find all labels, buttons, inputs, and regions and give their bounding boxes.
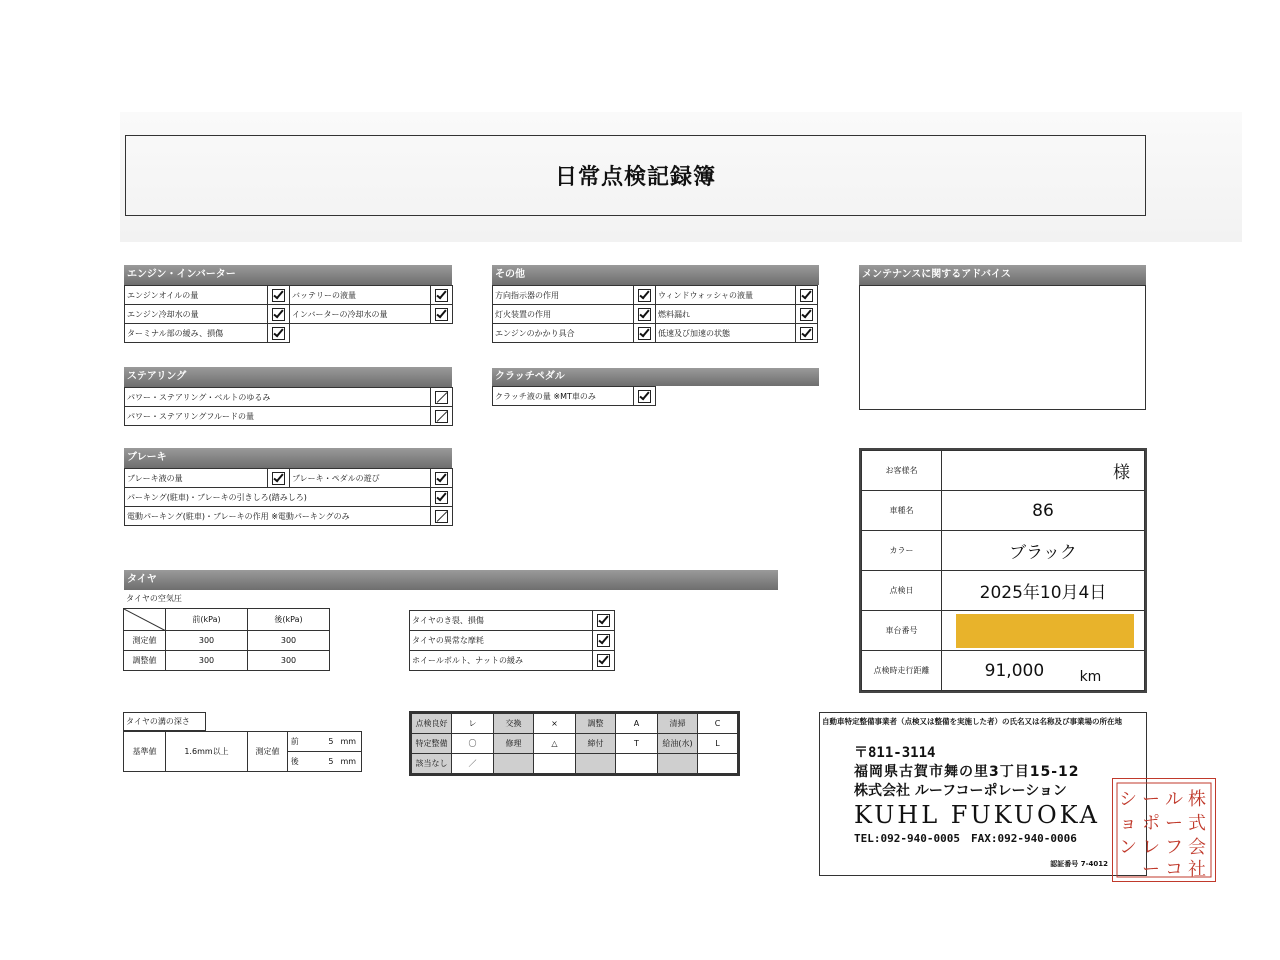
corner-cell: [124, 609, 166, 631]
checkbox[interactable]: [431, 469, 453, 488]
checkbox[interactable]: [796, 324, 818, 343]
legend-symbol: △: [534, 734, 576, 754]
tire-pressure-label: タイヤの空気圧: [126, 594, 182, 603]
other-item: エンジンのかかり具合: [493, 324, 634, 343]
legend-symbol: レ: [452, 714, 494, 734]
model-value[interactable]: 86: [942, 491, 1145, 531]
other-item: 低速及び加速の状態: [656, 324, 796, 343]
measured-front[interactable]: 300: [166, 631, 248, 651]
checkbox[interactable]: [268, 286, 290, 305]
check-icon: [272, 308, 285, 321]
svg-text:ポ: ポ: [1142, 813, 1160, 834]
legend-label: 締付: [576, 734, 616, 754]
other-section: [492, 265, 819, 343]
diagonal-line-icon: [124, 609, 166, 631]
vin-value[interactable]: [942, 611, 1145, 651]
check-icon: [800, 289, 813, 302]
checkbox[interactable]: [431, 488, 453, 507]
svg-text:コ: コ: [1165, 859, 1183, 880]
advice-header: メンテナンスに関するアドバイス: [859, 265, 1146, 285]
other-item: 燃料漏れ: [656, 305, 796, 324]
check-icon: [800, 327, 813, 340]
steering-item: パワー・ステアリング・ベルトのゆるみ: [125, 388, 431, 407]
svg-text:株: 株: [1188, 789, 1206, 810]
checkbox[interactable]: [431, 388, 453, 407]
svg-text:レ: レ: [1142, 837, 1160, 858]
tire-pressure-table: [123, 608, 330, 671]
row-measured: 測定値: [124, 631, 166, 651]
check-icon: [272, 472, 285, 485]
check-icon: [638, 390, 651, 403]
shop-section: [819, 712, 1147, 876]
mileage-value: 91,000: [984, 660, 1045, 681]
legend-symbol: 〇: [452, 734, 494, 754]
engine-section: [124, 265, 453, 343]
svg-text:ー: ー: [1142, 859, 1160, 880]
tire-check-item: タイヤの異常な摩耗: [410, 631, 593, 651]
svg-text:ョ: ョ: [1119, 813, 1137, 834]
rear-value[interactable]: 5: [302, 752, 336, 772]
engine-item: インバーターの冷却水の量: [290, 305, 431, 324]
shop-address: 福岡県古賀市舞の里3丁目15-12: [854, 764, 1080, 780]
engine-item: エンジン冷却水の量: [125, 305, 268, 324]
adjusted-rear[interactable]: 300: [248, 651, 330, 671]
shop-postal: 〒811-3114: [854, 745, 936, 761]
advice-box[interactable]: [859, 285, 1146, 410]
steering-table: [124, 387, 453, 426]
checkbox[interactable]: [593, 611, 615, 631]
page-title: 日常点検記録簿: [125, 135, 1146, 216]
brake-section: [124, 448, 453, 526]
color-label: カラー: [862, 531, 942, 571]
checkbox[interactable]: [634, 387, 656, 406]
tire-checks-table: [409, 610, 615, 671]
brake-item: ブレーキ液の量: [125, 469, 268, 488]
brake-item: 電動パーキング(駐車)・ブレーキの作用 ※電動パーキングのみ: [125, 507, 431, 526]
svg-text:ー: ー: [1142, 789, 1160, 810]
shop-phone: TEL:092-940-0005 FAX:092-940-0006: [854, 832, 1077, 845]
legend-label: 修理: [494, 734, 534, 754]
groove-label: タイヤの溝の深さ: [124, 713, 206, 731]
legend-label: 清掃: [658, 714, 698, 734]
svg-text:社: 社: [1188, 859, 1206, 880]
shop-company: 株式会社 ルーフコーポレーション: [854, 783, 1067, 799]
rear-label: 後: [288, 752, 302, 772]
tire-pressure-section: [123, 608, 330, 671]
brake-item: ブレーキ・ペダルの遊び: [290, 469, 431, 488]
clutch-section: [492, 368, 819, 406]
date-value[interactable]: 2025年10月4日: [942, 571, 1145, 611]
shop-cert: 認証番号 7-4012: [1050, 860, 1108, 868]
slash-icon: [435, 410, 448, 423]
check-icon: [800, 308, 813, 321]
svg-text:ン: ン: [1119, 837, 1137, 858]
checkbox[interactable]: [593, 631, 615, 651]
steering-section: [124, 367, 453, 426]
check-icon: [435, 472, 448, 485]
steering-item: パワー・ステアリングフルードの量: [125, 407, 431, 426]
checkbox[interactable]: [268, 305, 290, 324]
front-label: 前: [288, 732, 302, 752]
legend-symbol: ／: [452, 754, 494, 774]
other-table: [492, 285, 818, 343]
engine-item: バッテリーの液量: [290, 286, 431, 305]
customer-name-value[interactable]: 様: [942, 451, 1145, 491]
customer-name-label: お客様名: [862, 451, 942, 491]
vin-redaction: [956, 614, 1134, 648]
legend-symbol: C: [698, 714, 738, 734]
check-icon: [435, 308, 448, 321]
mileage-cell[interactable]: [942, 651, 1145, 691]
other-header: その他: [492, 265, 819, 285]
mileage-unit: km: [1079, 668, 1102, 685]
standard-value: 1.6mm以上: [166, 732, 248, 772]
checkbox[interactable]: [268, 469, 290, 488]
groove-section: [123, 712, 362, 772]
checkbox[interactable]: [634, 324, 656, 343]
checkbox[interactable]: [268, 324, 290, 343]
customer-section: [859, 448, 1147, 693]
legend-label: 調整: [576, 714, 616, 734]
checkbox[interactable]: [431, 407, 453, 426]
check-icon: [597, 614, 610, 627]
shop-heading: 自動車特定整備事業者（点検又は整備を実施した者）の氏名又は名称及び事業場の所在地: [822, 717, 1122, 726]
mileage-label: 点検時走行距離: [862, 651, 942, 691]
shop-stamp-block: [820, 744, 1146, 848]
front-value[interactable]: 5: [302, 732, 336, 752]
company-seal-graphic: [1113, 779, 1217, 883]
check-icon: [272, 327, 285, 340]
svg-text:ー: ー: [1165, 813, 1183, 834]
steering-header: ステアリング: [124, 367, 452, 387]
engine-table: [124, 285, 453, 343]
shop-english-name: KUHL FUKUOKA: [854, 801, 1100, 829]
legend-label: 点検良好: [412, 714, 452, 734]
legend-label: 該当なし: [412, 754, 452, 774]
tire-check-item: タイヤのき裂、損傷: [410, 611, 593, 631]
check-icon: [435, 491, 448, 504]
svg-text:会: 会: [1188, 837, 1206, 858]
groove-table: [123, 731, 362, 772]
engine-header: エンジン・インバーター: [124, 265, 452, 285]
customer-table: [861, 450, 1145, 691]
check-icon: [638, 308, 651, 321]
checkbox[interactable]: [431, 305, 453, 324]
legend-symbol: ×: [534, 714, 576, 734]
checkbox[interactable]: [431, 286, 453, 305]
checkbox[interactable]: [796, 305, 818, 324]
engine-item: ターミナル部の緩み、損傷: [125, 324, 268, 343]
tire-checks-section: [409, 610, 615, 671]
checkbox[interactable]: [431, 507, 453, 526]
check-icon: [597, 654, 610, 667]
clutch-table: [492, 386, 656, 406]
check-icon: [638, 327, 651, 340]
advice-section: [859, 265, 1146, 410]
col-rear: 後(kPa): [248, 609, 330, 631]
standard-label: 基準値: [124, 732, 166, 772]
other-item: 灯火装置の作用: [493, 305, 634, 324]
row-adjusted: 調整値: [124, 651, 166, 671]
date-label: 点検日: [862, 571, 942, 611]
adjusted-front[interactable]: 300: [166, 651, 248, 671]
legend-symbol: T: [616, 734, 658, 754]
checkbox[interactable]: [796, 286, 818, 305]
model-label: 車種名: [862, 491, 942, 531]
checkbox[interactable]: [593, 651, 615, 671]
clutch-header: クラッチペダル: [492, 368, 819, 386]
groove-measured-label: 測定値: [248, 732, 288, 772]
tire-check-item: ホイールボルト、ナットの緩み: [410, 651, 593, 671]
svg-text:フ: フ: [1165, 837, 1183, 858]
engine-item: エンジンオイルの量: [125, 286, 268, 305]
slash-icon: [435, 510, 448, 523]
legend-label: 交換: [494, 714, 534, 734]
brake-header: ブレーキ: [124, 448, 452, 468]
col-front: 前(kPa): [166, 609, 248, 631]
clutch-item: クラッチ液の量 ※MT車のみ: [493, 387, 634, 406]
svg-text:ル: ル: [1165, 789, 1183, 810]
legend-symbol: L: [698, 734, 738, 754]
legend-section: [409, 711, 740, 776]
other-item: 方向指示器の作用: [493, 286, 634, 305]
brake-table: [124, 468, 453, 526]
legend-label: 給油(水): [658, 734, 698, 754]
unit-mm: mm: [336, 752, 362, 772]
svg-text:シ: シ: [1119, 789, 1137, 810]
check-icon: [597, 634, 610, 647]
groove-label-table: [123, 712, 206, 731]
legend-label: 特定整備: [412, 734, 452, 754]
checkbox[interactable]: [634, 286, 656, 305]
other-item: ウィンドウォッシャの液量: [656, 286, 796, 305]
check-icon: [435, 289, 448, 302]
company-seal: [1112, 778, 1216, 882]
measured-rear[interactable]: 300: [248, 631, 330, 651]
brake-item: パーキング(駐車)・ブレーキの引きしろ(踏みしろ): [125, 488, 431, 507]
vin-label: 車台番号: [862, 611, 942, 651]
unit-mm: mm: [336, 732, 362, 752]
legend-table: [411, 713, 738, 774]
check-icon: [638, 289, 651, 302]
svg-text:式: 式: [1188, 813, 1206, 834]
check-icon: [272, 289, 285, 302]
color-value[interactable]: ブラック: [942, 531, 1145, 571]
legend-symbol: A: [616, 714, 658, 734]
checkbox[interactable]: [634, 305, 656, 324]
slash-icon: [435, 391, 448, 404]
tire-header: タイヤ: [124, 570, 778, 590]
